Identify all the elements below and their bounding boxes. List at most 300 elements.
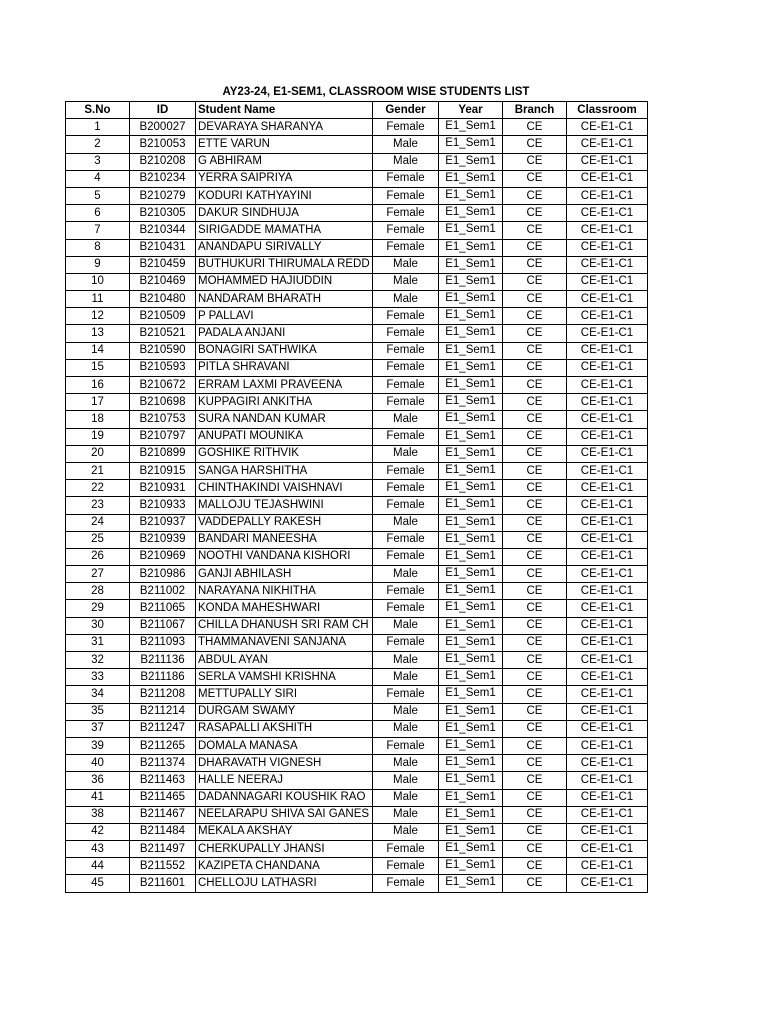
table-row <box>66 394 648 411</box>
cell-sno: 43 <box>66 841 130 858</box>
cell-sno: 20 <box>66 445 130 462</box>
cell-branch: CE <box>503 187 567 204</box>
cell-student-name: PADALA ANJANI <box>196 325 373 342</box>
cell-year: E1_Sem1 <box>439 170 503 187</box>
cell-classroom: CE-E1-C1 <box>567 652 648 669</box>
cell-student-name: CHILLA DHANUSH SRI RAM CH <box>196 617 373 634</box>
table-row <box>66 772 648 789</box>
cell-classroom: CE-E1-C1 <box>567 617 648 634</box>
table-row <box>66 652 648 669</box>
cell-year: E1_Sem1 <box>439 291 503 308</box>
cell-branch: CE <box>503 205 567 222</box>
cell-branch: CE <box>503 428 567 445</box>
cell-id: B210931 <box>130 480 196 497</box>
table-row <box>66 239 648 256</box>
cell-id: B211265 <box>130 737 196 754</box>
cell-gender: Male <box>373 703 439 720</box>
cell-sno: 15 <box>66 359 130 376</box>
cell-year: E1_Sem1 <box>439 652 503 669</box>
cell-branch: CE <box>503 600 567 617</box>
cell-branch: CE <box>503 462 567 479</box>
cell-year: E1_Sem1 <box>439 428 503 445</box>
cell-student-name: CHINTHAKINDI VAISHNAVI <box>196 480 373 497</box>
cell-branch: CE <box>503 514 567 531</box>
table-row <box>66 858 648 875</box>
cell-gender: Female <box>373 462 439 479</box>
cell-id: B210469 <box>130 273 196 290</box>
cell-sno: 12 <box>66 308 130 325</box>
table-row <box>66 823 648 840</box>
cell-student-name: SANGA HARSHITHA <box>196 462 373 479</box>
cell-id: B210480 <box>130 291 196 308</box>
cell-gender: Male <box>373 256 439 273</box>
cell-id: B210208 <box>130 153 196 170</box>
cell-year: E1_Sem1 <box>439 273 503 290</box>
table-row <box>66 703 648 720</box>
table-row <box>66 617 648 634</box>
cell-gender: Female <box>373 325 439 342</box>
cell-student-name: GANJI ABHILASH <box>196 566 373 583</box>
cell-year: E1_Sem1 <box>439 548 503 565</box>
cell-gender: Male <box>373 755 439 772</box>
cell-gender: Male <box>373 720 439 737</box>
cell-id: B210305 <box>130 205 196 222</box>
table-row <box>66 342 648 359</box>
cell-sno: 36 <box>66 772 130 789</box>
cell-student-name: NARAYANA NIKHITHA <box>196 583 373 600</box>
table-row <box>66 514 648 531</box>
cell-student-name: SERLA VAMSHI KRISHNA <box>196 669 373 686</box>
cell-branch: CE <box>503 566 567 583</box>
cell-sno: 27 <box>66 566 130 583</box>
cell-gender: Male <box>373 411 439 428</box>
student-list-sheet <box>65 84 647 893</box>
cell-branch: CE <box>503 273 567 290</box>
cell-sno: 4 <box>66 170 130 187</box>
header-sno: S.No <box>66 102 130 119</box>
cell-gender: Female <box>373 583 439 600</box>
cell-gender: Female <box>373 841 439 858</box>
cell-id: B211467 <box>130 806 196 823</box>
cell-classroom: CE-E1-C1 <box>567 256 648 273</box>
cell-sno: 31 <box>66 634 130 651</box>
cell-gender: Male <box>373 617 439 634</box>
cell-branch: CE <box>503 634 567 651</box>
cell-branch: CE <box>503 686 567 703</box>
cell-classroom: CE-E1-C1 <box>567 153 648 170</box>
cell-classroom: CE-E1-C1 <box>567 136 648 153</box>
cell-year: E1_Sem1 <box>439 686 503 703</box>
cell-branch: CE <box>503 222 567 239</box>
cell-student-name: RASAPALLI AKSHITH <box>196 720 373 737</box>
cell-classroom: CE-E1-C1 <box>567 497 648 514</box>
table-row <box>66 359 648 376</box>
cell-sno: 8 <box>66 239 130 256</box>
cell-gender: Female <box>373 480 439 497</box>
header-gender: Gender <box>373 102 439 119</box>
cell-id: B211136 <box>130 652 196 669</box>
cell-gender: Female <box>373 170 439 187</box>
cell-sno: 34 <box>66 686 130 703</box>
table-row <box>66 119 648 136</box>
cell-gender: Male <box>373 514 439 531</box>
cell-year: E1_Sem1 <box>439 841 503 858</box>
cell-branch: CE <box>503 823 567 840</box>
header-student-name: Student Name <box>196 102 373 119</box>
cell-branch: CE <box>503 548 567 565</box>
table-row <box>66 806 648 823</box>
table-row <box>66 428 648 445</box>
students-table <box>65 101 648 893</box>
table-row <box>66 669 648 686</box>
cell-year: E1_Sem1 <box>439 720 503 737</box>
cell-year: E1_Sem1 <box>439 583 503 600</box>
cell-id: B211497 <box>130 841 196 858</box>
cell-id: B211065 <box>130 600 196 617</box>
table-row <box>66 548 648 565</box>
cell-classroom: CE-E1-C1 <box>567 875 648 892</box>
cell-student-name: ABDUL AYAN <box>196 652 373 669</box>
cell-year: E1_Sem1 <box>439 187 503 204</box>
cell-gender: Male <box>373 669 439 686</box>
cell-branch: CE <box>503 772 567 789</box>
cell-id: B210590 <box>130 342 196 359</box>
cell-year: E1_Sem1 <box>439 789 503 806</box>
cell-year: E1_Sem1 <box>439 703 503 720</box>
cell-student-name: NEELARAPU SHIVA SAI GANES <box>196 806 373 823</box>
table-row <box>66 789 648 806</box>
cell-student-name: KUPPAGIRI ANKITHA <box>196 394 373 411</box>
cell-classroom: CE-E1-C1 <box>567 342 648 359</box>
cell-id: B210698 <box>130 394 196 411</box>
cell-sno: 26 <box>66 548 130 565</box>
cell-branch: CE <box>503 291 567 308</box>
cell-year: E1_Sem1 <box>439 377 503 394</box>
cell-id: B210459 <box>130 256 196 273</box>
cell-id: B210939 <box>130 531 196 548</box>
cell-classroom: CE-E1-C1 <box>567 308 648 325</box>
cell-id: B211214 <box>130 703 196 720</box>
cell-sno: 23 <box>66 497 130 514</box>
cell-student-name: MOHAMMED HAJIUDDIN <box>196 273 373 290</box>
cell-classroom: CE-E1-C1 <box>567 737 648 754</box>
cell-gender: Male <box>373 772 439 789</box>
cell-sno: 35 <box>66 703 130 720</box>
table-row <box>66 325 648 342</box>
cell-id: B211552 <box>130 858 196 875</box>
cell-year: E1_Sem1 <box>439 308 503 325</box>
cell-classroom: CE-E1-C1 <box>567 119 648 136</box>
table-row <box>66 205 648 222</box>
table-row <box>66 136 648 153</box>
cell-year: E1_Sem1 <box>439 531 503 548</box>
cell-classroom: CE-E1-C1 <box>567 325 648 342</box>
cell-gender: Male <box>373 445 439 462</box>
cell-sno: 38 <box>66 806 130 823</box>
table-row <box>66 755 648 772</box>
table-row <box>66 256 648 273</box>
cell-id: B210899 <box>130 445 196 462</box>
table-row <box>66 737 648 754</box>
cell-student-name: KODURI KATHYAYINI <box>196 187 373 204</box>
cell-year: E1_Sem1 <box>439 755 503 772</box>
cell-classroom: CE-E1-C1 <box>567 806 648 823</box>
table-row <box>66 445 648 462</box>
cell-id: B210753 <box>130 411 196 428</box>
cell-year: E1_Sem1 <box>439 205 503 222</box>
cell-branch: CE <box>503 153 567 170</box>
cell-year: E1_Sem1 <box>439 222 503 239</box>
cell-gender: Female <box>373 187 439 204</box>
cell-student-name: CHELLOJU LATHASRI <box>196 875 373 892</box>
cell-classroom: CE-E1-C1 <box>567 531 648 548</box>
cell-classroom: CE-E1-C1 <box>567 634 648 651</box>
cell-student-name: DOMALA MANASA <box>196 737 373 754</box>
cell-student-name: BUTHUKURI THIRUMALA REDD <box>196 256 373 273</box>
cell-classroom: CE-E1-C1 <box>567 566 648 583</box>
cell-classroom: CE-E1-C1 <box>567 772 648 789</box>
cell-id: B200027 <box>130 119 196 136</box>
cell-gender: Male <box>373 291 439 308</box>
cell-sno: 32 <box>66 652 130 669</box>
cell-gender: Female <box>373 600 439 617</box>
cell-sno: 5 <box>66 187 130 204</box>
cell-gender: Female <box>373 548 439 565</box>
cell-student-name: SIRIGADDE MAMATHA <box>196 222 373 239</box>
cell-sno: 42 <box>66 823 130 840</box>
cell-id: B210915 <box>130 462 196 479</box>
cell-gender: Male <box>373 789 439 806</box>
cell-student-name: HALLE NEERAJ <box>196 772 373 789</box>
cell-gender: Female <box>373 222 439 239</box>
cell-branch: CE <box>503 308 567 325</box>
cell-sno: 19 <box>66 428 130 445</box>
cell-branch: CE <box>503 325 567 342</box>
cell-classroom: CE-E1-C1 <box>567 823 648 840</box>
cell-classroom: CE-E1-C1 <box>567 600 648 617</box>
cell-year: E1_Sem1 <box>439 669 503 686</box>
cell-student-name: NANDARAM BHARATH <box>196 291 373 308</box>
cell-year: E1_Sem1 <box>439 875 503 892</box>
cell-student-name: YERRA SAIPRIYA <box>196 170 373 187</box>
cell-classroom: CE-E1-C1 <box>567 703 648 720</box>
cell-branch: CE <box>503 394 567 411</box>
table-row <box>66 634 648 651</box>
cell-classroom: CE-E1-C1 <box>567 170 648 187</box>
cell-sno: 2 <box>66 136 130 153</box>
cell-student-name: PITLA SHRAVANI <box>196 359 373 376</box>
cell-branch: CE <box>503 841 567 858</box>
cell-year: E1_Sem1 <box>439 239 503 256</box>
table-row <box>66 875 648 892</box>
cell-id: B211067 <box>130 617 196 634</box>
cell-branch: CE <box>503 755 567 772</box>
table-row <box>66 531 648 548</box>
cell-sno: 10 <box>66 273 130 290</box>
cell-classroom: CE-E1-C1 <box>567 377 648 394</box>
cell-year: E1_Sem1 <box>439 359 503 376</box>
cell-sno: 17 <box>66 394 130 411</box>
cell-student-name: KONDA MAHESHWARI <box>196 600 373 617</box>
cell-sno: 44 <box>66 858 130 875</box>
cell-branch: CE <box>503 497 567 514</box>
cell-id: B211463 <box>130 772 196 789</box>
cell-classroom: CE-E1-C1 <box>567 445 648 462</box>
cell-branch: CE <box>503 239 567 256</box>
cell-gender: Female <box>373 308 439 325</box>
table-row <box>66 170 648 187</box>
header-branch: Branch <box>503 102 567 119</box>
cell-id: B210933 <box>130 497 196 514</box>
cell-id: B210431 <box>130 239 196 256</box>
cell-id: B210279 <box>130 187 196 204</box>
table-row <box>66 291 648 308</box>
cell-gender: Male <box>373 153 439 170</box>
cell-year: E1_Sem1 <box>439 772 503 789</box>
table-row <box>66 222 648 239</box>
cell-year: E1_Sem1 <box>439 136 503 153</box>
cell-id: B210672 <box>130 377 196 394</box>
cell-student-name: VADDEPALLY RAKESH <box>196 514 373 531</box>
cell-student-name: ERRAM LAXMI PRAVEENA <box>196 377 373 394</box>
cell-student-name: CHERKUPALLY JHANSI <box>196 841 373 858</box>
cell-id: B211186 <box>130 669 196 686</box>
table-row <box>66 686 648 703</box>
cell-student-name: DURGAM SWAMY <box>196 703 373 720</box>
cell-year: E1_Sem1 <box>439 445 503 462</box>
header-classroom: Classroom <box>567 102 648 119</box>
cell-id: B211374 <box>130 755 196 772</box>
table-row <box>66 153 648 170</box>
cell-id: B210521 <box>130 325 196 342</box>
cell-branch: CE <box>503 789 567 806</box>
cell-classroom: CE-E1-C1 <box>567 755 648 772</box>
cell-id: B211093 <box>130 634 196 651</box>
cell-gender: Female <box>373 394 439 411</box>
cell-gender: Female <box>373 359 439 376</box>
cell-classroom: CE-E1-C1 <box>567 205 648 222</box>
cell-student-name: ETTE VARUN <box>196 136 373 153</box>
cell-branch: CE <box>503 359 567 376</box>
cell-id: B211601 <box>130 875 196 892</box>
cell-student-name: G ABHIRAM <box>196 153 373 170</box>
table-body <box>66 119 648 892</box>
cell-branch: CE <box>503 170 567 187</box>
cell-sno: 6 <box>66 205 130 222</box>
table-row <box>66 566 648 583</box>
cell-sno: 1 <box>66 119 130 136</box>
cell-branch: CE <box>503 806 567 823</box>
cell-gender: Female <box>373 428 439 445</box>
cell-branch: CE <box>503 531 567 548</box>
cell-year: E1_Sem1 <box>439 858 503 875</box>
cell-classroom: CE-E1-C1 <box>567 514 648 531</box>
cell-classroom: CE-E1-C1 <box>567 428 648 445</box>
cell-sno: 33 <box>66 669 130 686</box>
cell-classroom: CE-E1-C1 <box>567 291 648 308</box>
cell-classroom: CE-E1-C1 <box>567 273 648 290</box>
cell-student-name: DHARAVATH VIGNESH <box>196 755 373 772</box>
cell-classroom: CE-E1-C1 <box>567 359 648 376</box>
table-row <box>66 462 648 479</box>
cell-id: B210797 <box>130 428 196 445</box>
cell-classroom: CE-E1-C1 <box>567 394 648 411</box>
cell-id: B210053 <box>130 136 196 153</box>
table-row <box>66 720 648 737</box>
cell-branch: CE <box>503 858 567 875</box>
cell-branch: CE <box>503 342 567 359</box>
cell-sno: 3 <box>66 153 130 170</box>
cell-sno: 45 <box>66 875 130 892</box>
cell-id: B211247 <box>130 720 196 737</box>
cell-branch: CE <box>503 119 567 136</box>
cell-branch: CE <box>503 652 567 669</box>
cell-sno: 25 <box>66 531 130 548</box>
cell-gender: Female <box>373 634 439 651</box>
cell-student-name: ANUPATI MOUNIKA <box>196 428 373 445</box>
header-id: ID <box>130 102 196 119</box>
cell-year: E1_Sem1 <box>439 153 503 170</box>
cell-classroom: CE-E1-C1 <box>567 686 648 703</box>
cell-gender: Female <box>373 239 439 256</box>
cell-student-name: ANANDAPU SIRIVALLY <box>196 239 373 256</box>
cell-id: B210969 <box>130 548 196 565</box>
cell-sno: 30 <box>66 617 130 634</box>
cell-classroom: CE-E1-C1 <box>567 222 648 239</box>
cell-classroom: CE-E1-C1 <box>567 583 648 600</box>
cell-gender: Female <box>373 377 439 394</box>
cell-sno: 21 <box>66 462 130 479</box>
table-row <box>66 273 648 290</box>
cell-sno: 24 <box>66 514 130 531</box>
cell-student-name: MEKALA AKSHAY <box>196 823 373 840</box>
cell-id: B211208 <box>130 686 196 703</box>
cell-year: E1_Sem1 <box>439 600 503 617</box>
cell-classroom: CE-E1-C1 <box>567 789 648 806</box>
cell-student-name: DEVARAYA SHARANYA <box>196 119 373 136</box>
cell-year: E1_Sem1 <box>439 462 503 479</box>
cell-sno: 16 <box>66 377 130 394</box>
table-header-row <box>66 102 648 119</box>
cell-year: E1_Sem1 <box>439 634 503 651</box>
cell-gender: Female <box>373 737 439 754</box>
cell-sno: 14 <box>66 342 130 359</box>
cell-student-name: NOOTHI VANDANA KISHORI <box>196 548 373 565</box>
cell-student-name: MALLOJU TEJASHWINI <box>196 497 373 514</box>
cell-gender: Female <box>373 686 439 703</box>
cell-branch: CE <box>503 583 567 600</box>
cell-student-name: THAMMANAVENI SANJANA <box>196 634 373 651</box>
cell-classroom: CE-E1-C1 <box>567 669 648 686</box>
cell-branch: CE <box>503 136 567 153</box>
cell-student-name: DADANNAGARI KOUSHIK RAO <box>196 789 373 806</box>
cell-student-name: BANDARI MANEESHA <box>196 531 373 548</box>
cell-id: B210986 <box>130 566 196 583</box>
cell-branch: CE <box>503 445 567 462</box>
table-row <box>66 480 648 497</box>
cell-year: E1_Sem1 <box>439 823 503 840</box>
cell-student-name: METTUPALLY SIRI <box>196 686 373 703</box>
cell-branch: CE <box>503 617 567 634</box>
cell-classroom: CE-E1-C1 <box>567 462 648 479</box>
cell-year: E1_Sem1 <box>439 737 503 754</box>
cell-gender: Female <box>373 342 439 359</box>
cell-student-name: DAKUR SINDHUJA <box>196 205 373 222</box>
cell-student-name: BONAGIRI SATHWIKA <box>196 342 373 359</box>
cell-student-name: P PALLAVI <box>196 308 373 325</box>
cell-branch: CE <box>503 480 567 497</box>
cell-year: E1_Sem1 <box>439 480 503 497</box>
